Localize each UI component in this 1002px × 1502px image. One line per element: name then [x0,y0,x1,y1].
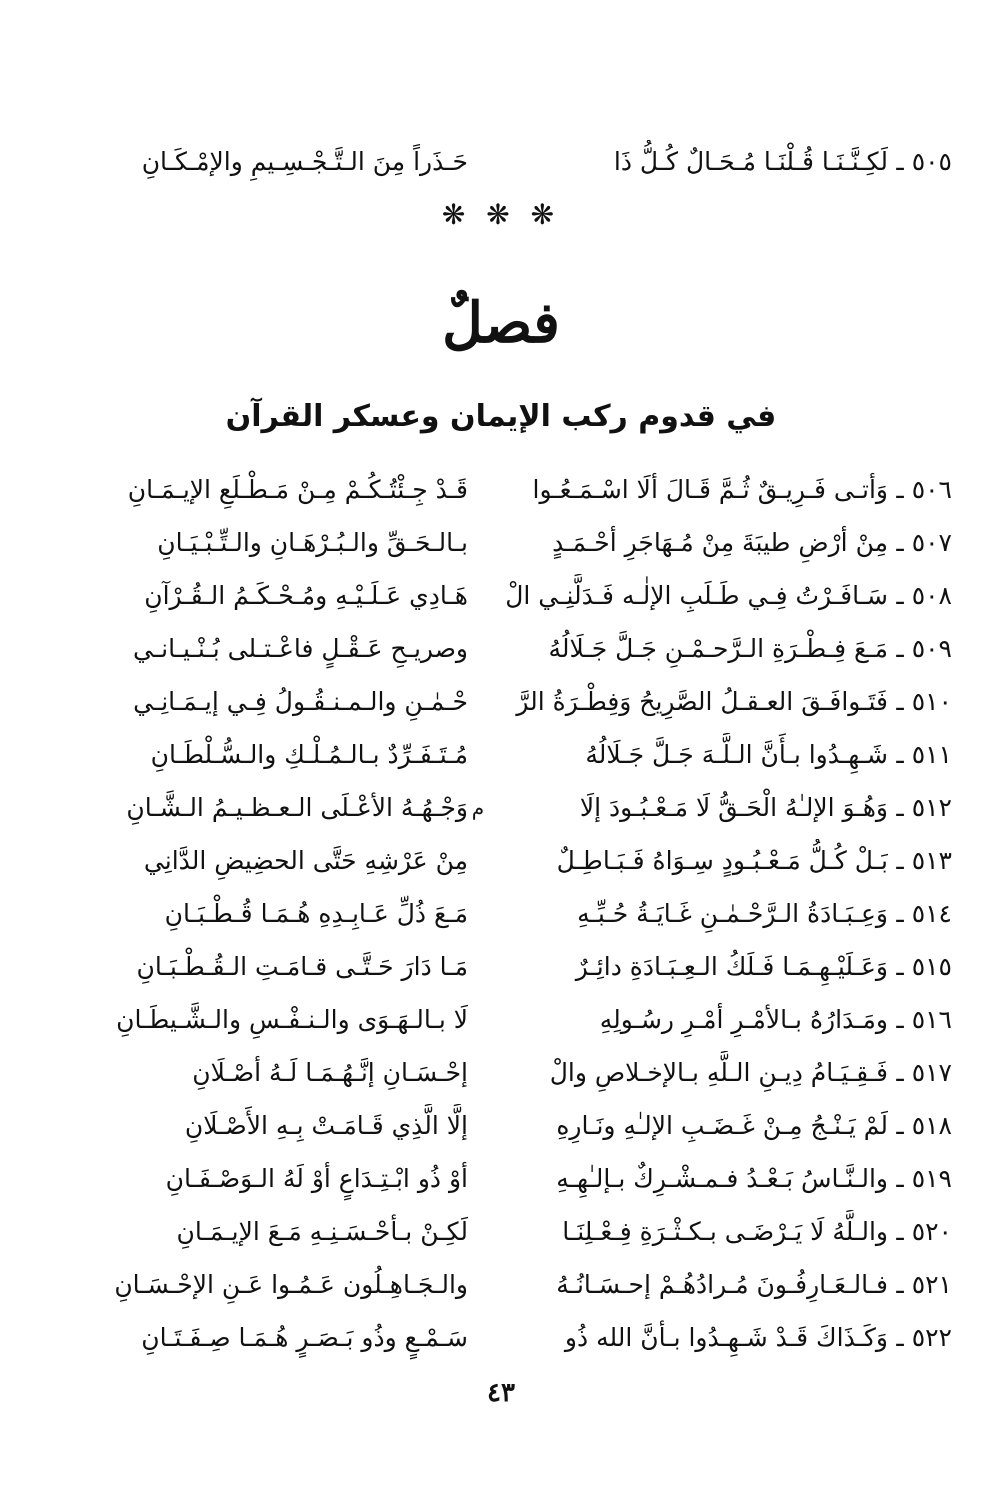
verse-number: ٥١١ ـ [896,740,952,769]
verse-first-hemistich: والـنَّـاسُ بَـعْـدُ فـمـشْـرِكٌ بـإلـٰهِـهِ [556,1164,888,1193]
verse-first-hemistich: وَعِـبَـادَةُ الـرَّحْـمٰـنِ غَـايَـةُ حُـبِّـهِ [577,899,888,928]
verse-first-hemistich: فَـقِـيَـامُ دِيـنِ الـلَّهِ بـالإخـلاصِ والْ [549,1058,888,1087]
verse-line [78,1051,952,1095]
verse-line [78,680,952,724]
verse-number: ٥٠٨ ـ [896,581,952,610]
verse-first-hemistich: مِنْ أرْضِ طيبَةَ مِنْ مُـهَاجَرِ أحْـمَـدٍ [552,528,888,557]
section-separator: ❋ ❋ ❋ [441,198,561,231]
verse-first-hemistich: بَـلْ كُـلُّ مَـعْـبُـودٍ سِـوَاهُ فَـبَـاطِـلٌ [556,846,888,875]
verse-number: ٥٢٠ ـ [896,1217,952,1246]
verse-line [78,521,952,565]
verse-line [78,1104,952,1148]
verse-line [78,1316,952,1360]
verse-line [78,733,952,777]
verse-first-hemistich: وَكَـذَاكَ قَـدْ شَـهِـدُوا بـأنَّ الله ذُو [564,1323,888,1352]
verse-line [78,945,952,989]
verse-line [78,839,952,883]
verse-second-hemistich: وصريـحِ عَـقْـلٍ فاعْـتـلى بُـنْـيـانـي [132,634,468,663]
verse-number: ٥١٣ ـ [896,846,952,875]
verse-first-hemistich: وَهُـوَ الإلـٰهُ الْحَـقُّ لَا مَـعْـبُـودَ إلَا [579,793,888,822]
verse-line [78,627,952,671]
verse-second-hemistich: حَـذَراً مِنَ الـتَّـجْـسِـيمِ والإمْـكَـانِ [141,147,468,176]
verse-number: ٥١٥ ـ [896,952,952,981]
verse-line [78,1263,952,1307]
verse-marker: م [471,796,485,820]
verse-second-hemistich: والـجَـاهِـلُون عَـمُـوا عَـنِ الإحْـسَـانِ [114,1270,468,1299]
verse-line [78,1157,952,1201]
verse-number: ٥٠٥ ـ [896,147,952,176]
verse-second-hemistich: لَا بـالـهَـوَى والـنـفْـسِ والـشَّـيطَـانِ [116,1005,468,1034]
verse-first-hemistich: ومَـدَارُهُ بـالأمْـرِ أمْـرِ رسُـولِهِ [599,1005,888,1034]
verse-number: ٥١٩ ـ [896,1164,952,1193]
verse-second-hemistich: مِنْ عَرْشِهِ حَتَّى الحضِيضِ الدَّانِي [143,846,468,875]
verse-line [78,786,952,830]
verse-line [78,574,952,618]
verse-first-hemistich: وَعَـلَيْـهِـمَـا فَـلَكُ الـعِـبَـادَةِ دائِـرٌ [575,952,888,981]
verse-number: ٥١٧ ـ [896,1058,952,1087]
verse-505 [78,140,952,184]
verse-second-hemistich: إلَّا الَّذِي قَـامَـتْ بِـهِ الأَصْـلَانِ [184,1111,468,1140]
verse-number: ٥١٠ ـ [896,687,952,716]
verse-number: ٥٠٦ ـ [896,475,952,504]
verse-first-hemistich: والـلَّهُ لَا يَـرْضَـى بـكـثْـرَةِ فِـعْـلِنَـا [562,1217,888,1246]
verse-number: ٥١٤ ـ [896,899,952,928]
verse-line [78,468,952,512]
verse-first-hemistich: فـالـعَـارِفُـونَ مُـرادُهُـمْ إحـسَـانُـهُ [556,1270,888,1299]
verse-number: ٥٢٢ ـ [896,1323,952,1352]
verse-first-hemistich: لَمْ يَـنْـجُ مِـنْ غَـضَـبِ الإلـٰهِ ونَـارِهِ [556,1111,888,1140]
verse-line [78,998,952,1042]
verse-number: ٥٠٩ ـ [896,634,952,663]
verse-second-hemistich: بـالـحَـقِّ والـبُـرْهَـانِ والـتِّـبْـيَـانِ [157,528,468,557]
verse-second-hemistich: أوْ ذُو ابْـتِـدَاعٍ أوْ لَهُ الـوَصْـفَـانِ [165,1164,468,1193]
verse-first-hemistich: وَأتـى فَـرِيـقٌ ثُـمَّ قَـالَ ألَا اسْـمَـعُـوا [532,475,888,504]
verse-number: ٥٢١ ـ [896,1270,952,1299]
verse-line [78,1210,952,1254]
verse-second-hemistich: مَـا دَارَ حَـتَّـى قـامَـتِ الـقُـطْـبَـانِ [136,952,468,981]
verse-first-hemistich: مَـعَ فِـطْـرَةِ الـرَّحـمْـنِ جَـلَّ جَـلَالُهُ [548,634,888,663]
verse-second-hemistich: مَـعَ ذُلِّ عَـابِـدِهِ هُـمَـا قُـطْـبَـانِ [164,899,468,928]
verse-second-hemistich: حْـمٰـنِ والـمـنـقُـولُ فِـي إيـمَـانِـي [133,687,468,716]
verse-second-hemistich: سَـمْـعٍ وذُو بَـصَـرٍ هُـمَـا صِـفَـتَـانِ [141,1323,468,1352]
verse-first-hemistich: شَـهِـدُوا بـأَنَّ الـلَّـهَ جَـلَّ جَـلَالُهُ [585,740,888,769]
section-subtitle: في قدوم ركب الإيمان وعسكر القرآن [225,399,777,434]
section-heading: فصلٌ [442,290,560,356]
verse-first-hemistich: سَـافَـرْتُ فِـي طَـلَبِ الإلٰـه فَـدَلَّنِـي الْ [505,581,888,610]
verse-second-hemistich: مُـتَـفَـرِّدٌ بـالـمُـلْـكِ والـسُّـلْطَـانِ [150,740,468,769]
verse-first-hemistich: لَكِـنَّـنَـا قُـلْنَـا مُـحَـالٌ كُـلُّ ذَا [613,147,888,176]
verse-second-hemistich: قَـدْ جِـئْتُـكُـمْ مِـنْ مَـطْـلَعِ الإيـمَـانِ [127,475,468,504]
verse-number: ٥١٢ ـ [896,793,952,822]
verse-second-hemistich: وَجْـهُـهُ الأعْـلَى الـعـظـيـمُ الـشَّـانِ [126,793,468,822]
verse-number: ٥٠٧ ـ [896,528,952,557]
verse-second-hemistich: هَـادِي عَـلَـيْـهِ ومُـحْـكَـمُ الـقُـرْآنِ [144,581,468,610]
page-number: ٤٣ [487,1378,515,1408]
verse-second-hemistich: إحْـسَـانِ إنَّـهُـمَـا لَـهُ أصْـلَانِ [192,1058,468,1087]
verse-first-hemistich: فَتَـوافَـقَ العـقـلُ الصَّرِيحُ وَفِطْـرَةُ الرَّ [516,687,888,716]
verse-number: ٥١٨ ـ [896,1111,952,1140]
verse-line [78,892,952,936]
verse-second-hemistich: لَكِـنْ بـأحْـسَـنِـهِ مَـعَ الإيـمَـانِ [176,1217,468,1246]
verse-number: ٥١٦ ـ [896,1005,952,1034]
